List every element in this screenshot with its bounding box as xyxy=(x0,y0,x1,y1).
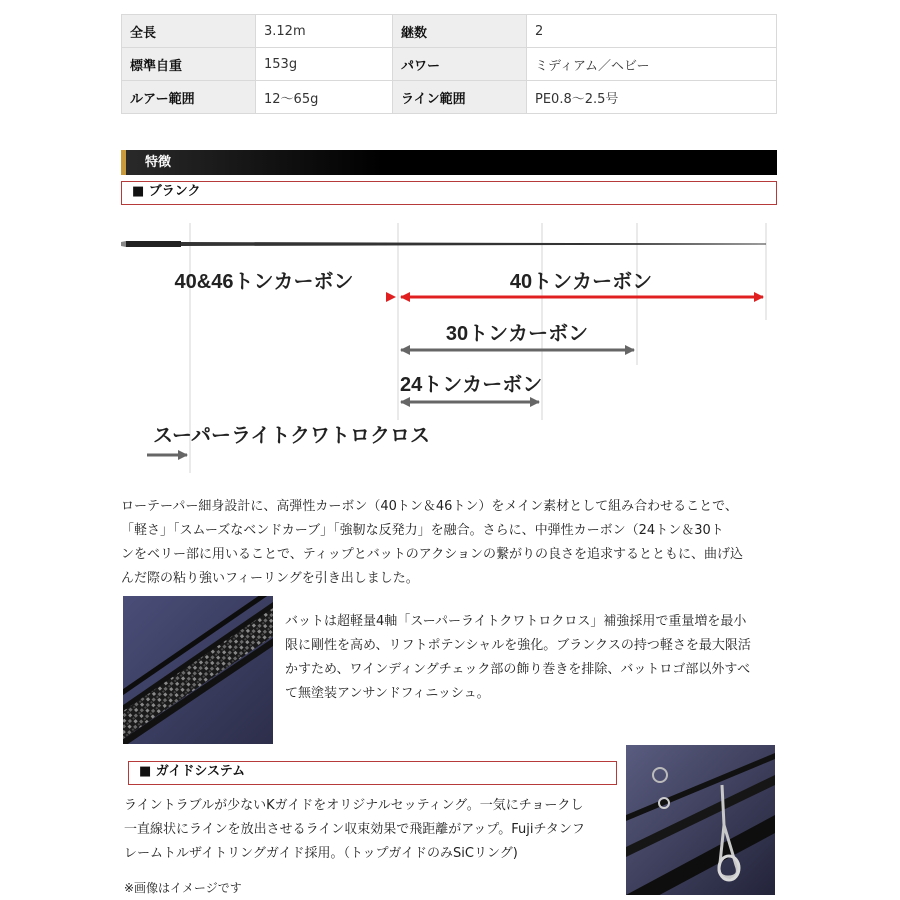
spec-value: 2 xyxy=(527,15,777,48)
text-line: バットは超軽量4軸「スーパーライトクワトロクロス」補強採用で重量増を最小 xyxy=(285,614,747,629)
spec-value: ミディアム／ヘビー xyxy=(527,48,777,81)
label-24-ton: 24トンカーボン xyxy=(400,374,543,396)
label-30-ton: 30トンカーボン xyxy=(445,323,589,345)
spec-value: 3.12m xyxy=(256,15,393,48)
guide-description xyxy=(124,794,619,866)
blank-heading: ■ ブランク xyxy=(121,181,777,205)
text-line: 限に剛性を高め、リフトポテンシャルを強化。ブランクスの持つ軽さを最大限活 xyxy=(285,638,751,653)
text-line: レームトルザイトリングガイド採用。（トップガイドのみSiCリング) xyxy=(124,846,518,861)
rod-blank xyxy=(181,242,766,246)
butt-closeup-photo xyxy=(123,596,273,744)
spec-value: PE0.8〜2.5号 xyxy=(527,81,777,114)
guide-heading: ■ ガイドシステム xyxy=(128,761,617,785)
label-40-ton: 40トンカーボン xyxy=(509,271,653,293)
text-line: て無塗装アンサンドフィニッシュ。 xyxy=(285,686,490,701)
butt-description xyxy=(285,610,780,706)
text-line: かすため、ワインディングチェック部の飾り巻きを排除、バットロゴ部以外すべ xyxy=(285,662,751,677)
features-title: 特徴 xyxy=(145,155,172,170)
spec-value: 153g xyxy=(256,48,393,81)
text-line: ライントラブルが少ないKガイドをオリジナルセッティング。一気にチョークし xyxy=(124,798,584,813)
spec-value: 12〜65g xyxy=(256,81,393,114)
blank-material-diagram xyxy=(121,215,777,475)
guide-closeup-photo xyxy=(626,745,775,895)
spec-key: パワー xyxy=(393,48,527,81)
features-section-header xyxy=(121,150,777,175)
label-40-46-ton: 40&46トンカーボン xyxy=(174,271,354,293)
image-note: ※画像はイメージです xyxy=(124,881,242,895)
rod-butt xyxy=(126,241,181,247)
blank-description xyxy=(121,495,781,591)
spec-key: 標準自重 xyxy=(122,48,256,81)
spec-key: ライン範囲 xyxy=(393,81,527,114)
label-super-light-quatro-cross: スーパーライトクワトロクロス xyxy=(153,425,430,447)
spec-table xyxy=(121,14,777,114)
header-accent xyxy=(121,150,126,175)
spec-key: 継数 xyxy=(393,15,527,48)
spec-key: 全長 xyxy=(122,15,256,48)
spec-row xyxy=(122,15,777,48)
text-line: んだ際の粘り強いフィーリングを引き出しました。 xyxy=(121,571,419,586)
spec-key: ルアー範囲 xyxy=(122,81,256,114)
text-line: ンをベリー部に用いることで、ティップとバットのアクションの繋がりの良さを追求するとともに、曲げ込 xyxy=(121,547,744,562)
text-line: ローテーパー細身設計に、高弾性カーボン（40トン＆46トン）をメイン素材として組み合わせることで、 xyxy=(121,499,738,514)
spec-row xyxy=(122,81,777,114)
rod-butt-cap xyxy=(121,241,126,247)
text-line: 「軽さ」「スムーズなベンドカーブ」「強靭な反発力」を融合。さらに、中弾性カーボン（24トン＆30ト xyxy=(121,523,724,538)
spec-row xyxy=(122,48,777,81)
text-line: 一直線状にラインを放出させるライン収束効果で飛距離がアップ。Fujiチタンフ xyxy=(124,822,585,837)
